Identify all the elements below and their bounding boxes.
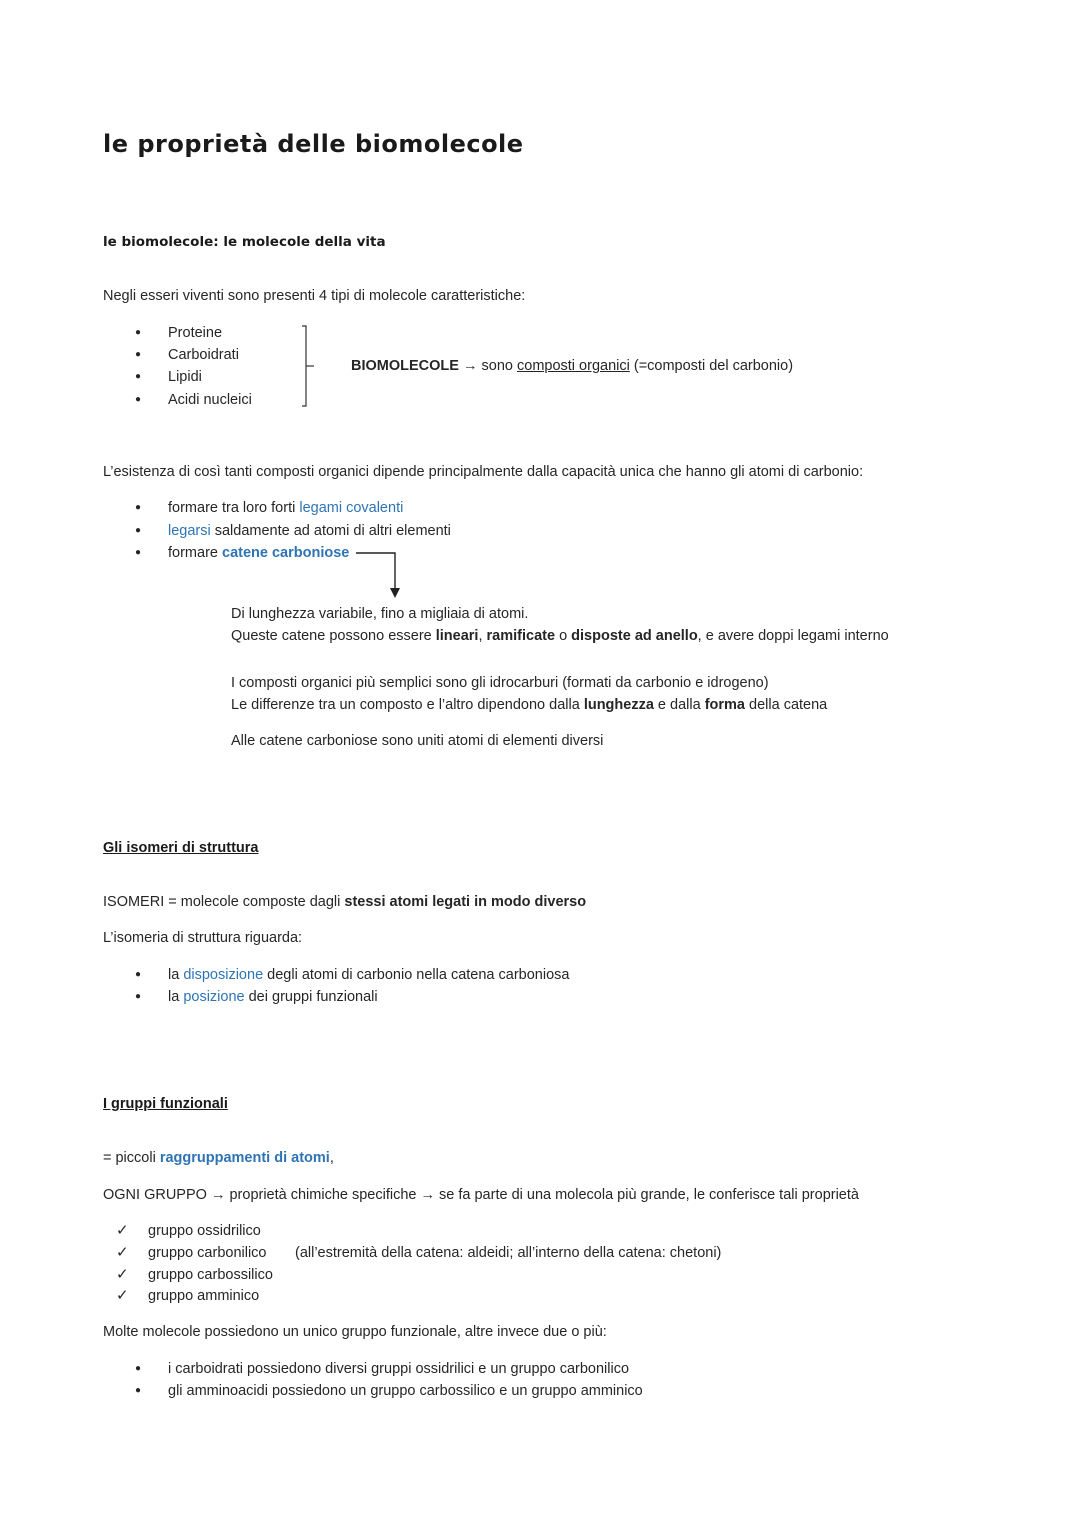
list-item: i carboidrati possiedono diversi gruppi ossidrilici e un gruppo carbonilico [168, 1361, 630, 1377]
isomer-intro: L’isomeria di struttura riguarda: [103, 930, 303, 946]
list-item: Carboidrati [168, 347, 239, 363]
chain-note-shapes: Queste catene possono essere lineari, ramificate o disposte ad anello, e avere doppi legami interno [231, 628, 889, 644]
underlined-term: composti organici [517, 358, 630, 374]
definition-note: (=composti del carbonio) [633, 358, 794, 374]
carbonyl-note: (all’estremità della catena: aldeidi; all’interno della catena: chetoni) [295, 1245, 722, 1261]
section-heading-functional-groups: I gruppi funzionali [103, 1096, 228, 1112]
down-arrow-icon [354, 546, 404, 602]
bullet-icon: ● [135, 349, 142, 360]
list-item: Lipidi [168, 369, 202, 385]
list-item: legarsi saldamente ad atomi di altri elementi [168, 523, 451, 539]
list-item: la posizione dei gruppi funzionali [168, 989, 378, 1005]
list-item: formare catene carboniose [168, 545, 350, 561]
intro-text: Negli esseri viventi sono presenti 4 tipi di molecole caratteristiche: [103, 288, 526, 304]
multiple-groups-text: Molte molecole possiedono un unico gruppo funzionale, altre invece due o più: [103, 1324, 607, 1340]
list-item: la disposizione degli atomi di carbonio nella catena carboniosa [168, 967, 570, 983]
list-item: gli amminoacidi possiedono un gruppo carbossilico e un gruppo amminico [168, 1383, 643, 1399]
isomer-definition: ISOMERI = molecole composte dagli stessi atomi legati in modo diverso [103, 894, 587, 910]
arrow-icon: → [462, 358, 478, 374]
bullet-icon: ● [135, 1363, 142, 1374]
section-subtitle-biomolecules: le biomolecole: le molecole della vita [103, 234, 386, 250]
bullet-icon: ● [135, 525, 142, 536]
functional-group-definition: = piccoli raggruppamenti di atomi, [103, 1150, 334, 1166]
list-item: gruppo ossidrilico [148, 1223, 261, 1239]
list-item: gruppo amminico [148, 1288, 260, 1304]
checkmark-icon: ✓ [116, 1287, 129, 1304]
list-item: Acidi nucleici [168, 392, 252, 408]
page-title: le proprietà delle biomolecole [103, 130, 524, 158]
checkmark-icon: ✓ [116, 1222, 129, 1239]
bullet-icon: ● [135, 394, 142, 405]
chain-note-hydrocarbons: I composti organici più semplici sono gli idrocarburi (formati da carbonio e idrogeno) [231, 675, 769, 691]
existence-text: L’esistenza di così tanti composti organici dipende principalmente dalla capacità unica che hanno gli atomi di carbonio: [103, 464, 864, 480]
chain-note-differences: Le differenze tra un composto e l’altro dipendono dalla lunghezza e dalla forma della catena [231, 697, 828, 713]
bullet-icon: ● [135, 371, 142, 382]
list-item: formare tra loro forti legami covalenti [168, 500, 404, 516]
bullet-icon: ● [135, 547, 142, 558]
biomolecole-definition [351, 357, 793, 375]
definition-text: sono [481, 358, 513, 374]
chain-note-length: Di lunghezza variabile, fino a migliaia di atomi. [231, 606, 529, 622]
bullet-icon: ● [135, 969, 142, 980]
bullet-icon: ● [135, 327, 142, 338]
list-item: gruppo carbossilico [148, 1267, 273, 1283]
list-item: gruppo carbonilico [148, 1245, 267, 1261]
bullet-icon: ● [135, 1385, 142, 1396]
list-item: Proteine [168, 325, 223, 341]
group-properties-line: OGNI GRUPPO → proprietà chimiche specifiche → se fa parte di una molecola più grande, le conferisce tali proprietà [103, 1187, 859, 1203]
checkmark-icon: ✓ [116, 1244, 129, 1261]
biomolecole-term: BIOMOLECOLE [351, 358, 459, 374]
bullet-icon: ● [135, 502, 142, 513]
curly-bracket-icon [296, 322, 320, 412]
section-heading-isomers: Gli isomeri di struttura [103, 840, 259, 856]
bullet-icon: ● [135, 991, 142, 1002]
checkmark-icon: ✓ [116, 1266, 129, 1283]
chain-note-elements: Alle catene carboniose sono uniti atomi di elementi diversi [231, 733, 604, 749]
